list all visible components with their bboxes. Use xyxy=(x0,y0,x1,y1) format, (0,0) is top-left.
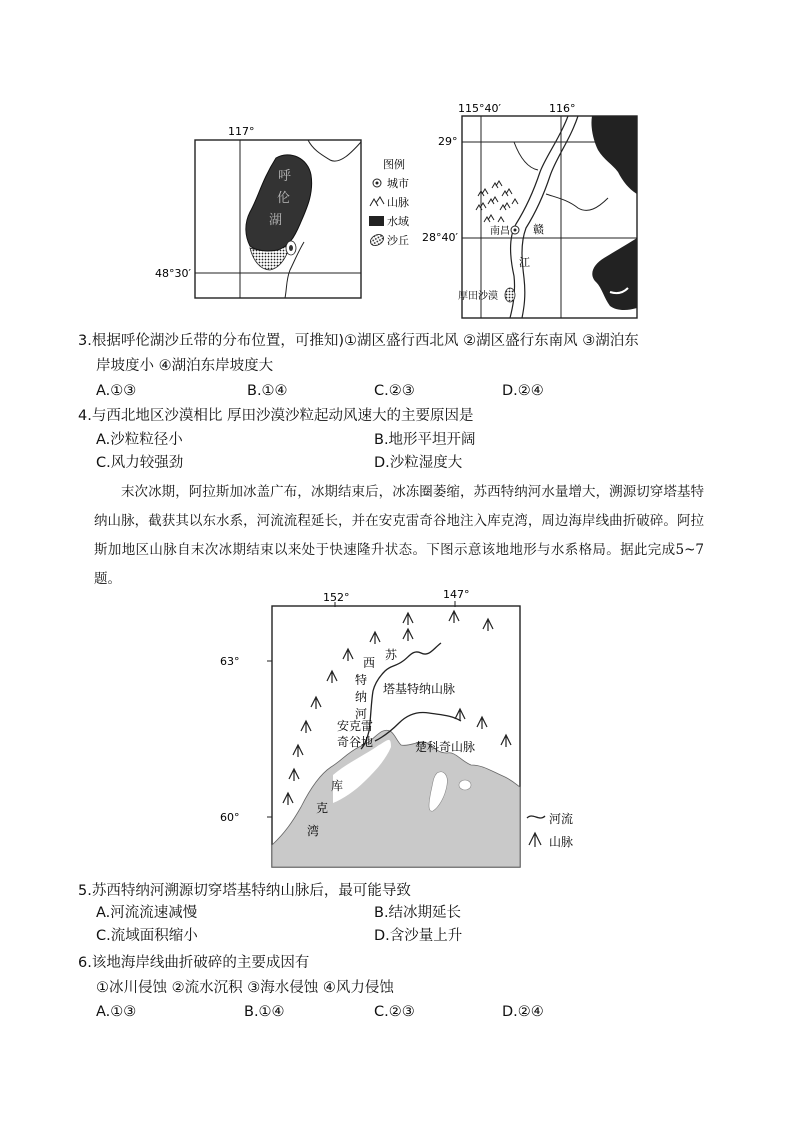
legend-title: 图例 xyxy=(383,158,405,171)
map1-lon-label: 117° xyxy=(228,125,255,138)
q4-option-a[interactable]: A.沙粒粒径小 xyxy=(96,432,183,448)
map2-lat-top: 29° xyxy=(438,135,458,148)
q3-option-c[interactable]: C.②③ xyxy=(374,383,415,399)
houtian-desert-label: 厚田沙漠 xyxy=(458,291,498,302)
cook-label-1: 库 xyxy=(331,779,344,793)
q3-option-a[interactable]: A.①③ xyxy=(96,383,137,399)
talkeetna-label: 塔基特纳山脉 xyxy=(383,682,456,696)
cook-label-2: 克 xyxy=(316,801,329,815)
alaska-map xyxy=(215,585,593,870)
q5-option-c[interactable]: C.流域面积缩小 xyxy=(96,928,198,944)
valley-label-1: 安克雷 xyxy=(337,719,374,733)
legend-mountain-icon xyxy=(370,197,384,206)
q3-option-b[interactable]: B.①④ xyxy=(247,383,288,399)
q3-stem-line2: 岸坡度小 ④湖泊东岸坡度大 xyxy=(96,358,274,374)
gan-label-2: 江 xyxy=(519,256,530,269)
nanchang-city-icon xyxy=(511,226,519,234)
q6-option-c[interactable]: C.②③ xyxy=(374,1004,415,1020)
q3-stem-line1: 3.根据呼伦湖沙丘带的分布位置，可推知)①湖区盛行西北风 ②湖区盛行东南风 ③湖泊东 xyxy=(78,333,639,349)
gan-label-1: 赣 xyxy=(533,223,544,236)
q6-stem: 6.该地海岸线曲折破碎的主要成因有 xyxy=(78,955,310,971)
q5-option-b[interactable]: B.结冰期延长 xyxy=(374,905,462,921)
map2-lon-left: 115°40′ xyxy=(458,102,501,115)
q6-option-d[interactable]: D.②④ xyxy=(502,1004,544,1020)
q5-option-a[interactable]: A.河流流速减慢 xyxy=(96,905,198,921)
legend-dune-label: 沙丘 xyxy=(387,234,409,247)
lake-label-3: 湖 xyxy=(269,213,283,228)
map2-lon-right: 116° xyxy=(549,102,576,115)
houtian-desert-icon xyxy=(505,288,515,302)
legend-mountain-label: 山脉 xyxy=(387,196,409,209)
susitna-label-1: 苏 xyxy=(385,648,398,662)
map2-lat-mid: 28°40′ xyxy=(422,231,458,244)
map3-lat-bottom: 60° xyxy=(220,811,240,824)
cook-label-3: 湾 xyxy=(307,824,320,838)
lake-label-1: 呼 xyxy=(278,169,292,184)
map3-lon-right: 147° xyxy=(443,588,470,601)
q4-option-d[interactable]: D.沙粒湿度大 xyxy=(374,455,463,471)
susitna-label-3: 特 xyxy=(355,673,368,687)
lake-label-2: 伦 xyxy=(277,191,291,206)
hulun-lake-map xyxy=(155,120,442,305)
q4-stem: 4.与西北地区沙漠相比 厚田沙漠沙粒起动风速大的主要原因是 xyxy=(78,408,474,424)
chugach-label: 楚科奇山脉 xyxy=(415,740,476,754)
legend-water-icon xyxy=(369,216,384,226)
q6-choices: ①冰川侵蚀 ②流水沉积 ③海水侵蚀 ④风力侵蚀 xyxy=(96,980,394,996)
legend-mountain-icon-3 xyxy=(529,833,541,847)
legend-river-label: 河流 xyxy=(549,812,574,826)
legend-dune-icon xyxy=(368,232,385,248)
legend-water-label: 水域 xyxy=(387,215,409,228)
valley-label-2: 奇谷地 xyxy=(337,735,374,749)
legend-city-icon xyxy=(373,179,381,187)
nanchang-map xyxy=(418,98,640,322)
map3-lat-top: 63° xyxy=(220,655,240,668)
legend-city-label: 城市 xyxy=(387,177,409,190)
reading-passage xyxy=(94,478,704,594)
map3-lon-left: 152° xyxy=(323,591,350,604)
map1-lat-label: 48°30′ xyxy=(155,267,191,280)
passage-text: 末次冰期，阿拉斯加冰盖广布，冰期结束后，冰冻圈萎缩，苏西特纳河水量增大，溯源切穿塔基特纳山脉，截获其以东水系，河流流程延长，并在安克雷奇谷地注入库克湾，周边海岸线曲折破碎。阿拉斯加地区山脉自末次冰期结束以来处于快速隆升状态。下图示意该地地形与水系格局。据此完成5~7题。 xyxy=(94,484,704,587)
susitna-label-2: 西 xyxy=(363,656,376,670)
q5-stem: 5.苏西特纳河溯源切穿塔基特纳山脉后，最可能导致 xyxy=(78,883,411,899)
susitna-label-4: 纳 xyxy=(355,690,368,704)
q4-option-b[interactable]: B.地形平坦开阔 xyxy=(374,432,476,448)
susitna-label-5: 河 xyxy=(355,707,368,721)
q3-option-d[interactable]: D.②④ xyxy=(502,383,544,399)
legend-river-icon xyxy=(527,816,545,818)
q5-option-d[interactable]: D.含沙量上升 xyxy=(374,928,463,944)
q6-option-b[interactable]: B.①④ xyxy=(244,1004,285,1020)
legend-mountain-label-3: 山脉 xyxy=(549,835,574,849)
q4-option-c[interactable]: C.风力较强劲 xyxy=(96,455,184,471)
nanchang-label: 南昌 xyxy=(490,226,510,237)
q6-option-a[interactable]: A.①③ xyxy=(96,1004,137,1020)
lake-2 xyxy=(459,780,471,790)
